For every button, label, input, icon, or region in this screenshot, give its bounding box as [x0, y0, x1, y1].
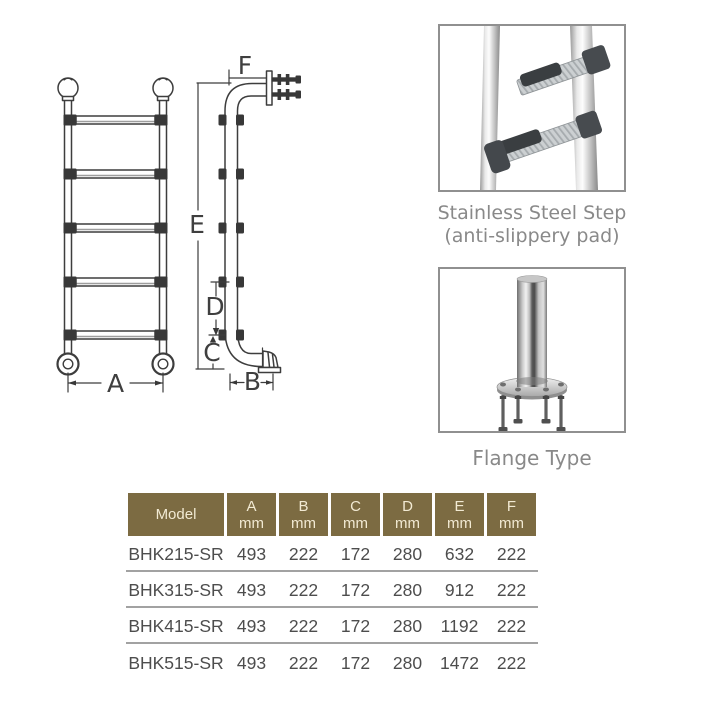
- dim-label-a: A: [106, 369, 125, 398]
- dim-label-b: B: [243, 367, 262, 396]
- value-e: 912: [444, 580, 475, 600]
- header-unit: mm: [291, 514, 316, 532]
- header-col-d: [383, 493, 432, 536]
- table-row: [126, 608, 538, 644]
- value-c: 172: [340, 653, 371, 673]
- header-unit: mm: [447, 514, 472, 532]
- value-b: 222: [288, 580, 319, 600]
- dim-label-e: E: [189, 210, 205, 239]
- ladder-technical-drawing: [30, 50, 320, 400]
- header-letter: E: [454, 497, 465, 515]
- wall-mount-studs: [267, 71, 302, 105]
- table-header-row: [128, 493, 538, 536]
- header-letter: B: [298, 497, 309, 515]
- flange-photo: [440, 269, 624, 431]
- header-col-f: [487, 493, 536, 536]
- step-caption: [420, 202, 644, 248]
- value-d: 280: [392, 580, 423, 600]
- value-f: 222: [496, 544, 527, 564]
- value-a: 493: [236, 616, 267, 636]
- model-name: BHK415-SR: [128, 616, 224, 636]
- value-f: 222: [496, 653, 527, 673]
- header-letter: D: [402, 497, 413, 515]
- spec-table: [126, 493, 538, 680]
- step-caption-line2: (anti-slippery pad): [444, 225, 620, 247]
- dimension-c: [203, 336, 220, 369]
- value-b: 222: [288, 653, 319, 673]
- table-row: [126, 536, 538, 572]
- value-c: 172: [340, 544, 371, 564]
- value-e: 1472: [440, 653, 479, 673]
- step-caption-line1: Stainless Steel Step: [437, 202, 627, 224]
- header-model-label: Model: [155, 506, 197, 523]
- value-f: 222: [496, 616, 527, 636]
- model-name: BHK215-SR: [128, 544, 224, 564]
- flange-photo-box: [438, 267, 626, 433]
- front-rungs: [64, 115, 168, 341]
- value-a: 493: [236, 544, 267, 564]
- header-col-b: [279, 493, 328, 536]
- value-e: 632: [444, 544, 475, 564]
- value-d: 280: [392, 653, 423, 673]
- value-b: 222: [288, 616, 319, 636]
- header-model: [128, 493, 224, 536]
- header-unit: mm: [499, 514, 524, 532]
- model-name: BHK315-SR: [128, 580, 224, 600]
- dim-label-f: F: [237, 51, 253, 80]
- dimension-a: [68, 369, 163, 398]
- ladder-front-view: [58, 78, 174, 398]
- model-name: BHK515-SR: [128, 653, 224, 673]
- value-c: 172: [340, 616, 371, 636]
- value-a: 493: [236, 580, 267, 600]
- flange-caption-text: Flange Type: [472, 446, 592, 470]
- value-f: 222: [496, 580, 527, 600]
- step-photo: [440, 26, 624, 190]
- flange-tube: [517, 279, 547, 387]
- dim-label-d: D: [205, 292, 225, 321]
- table-row: [126, 572, 538, 608]
- value-a: 493: [236, 653, 267, 673]
- value-b: 222: [288, 544, 319, 564]
- header-letter: A: [246, 497, 257, 515]
- header-col-a: [227, 493, 276, 536]
- value-c: 172: [340, 580, 371, 600]
- header-letter: C: [350, 497, 361, 515]
- dim-label-c: C: [203, 338, 221, 367]
- header-col-c: [331, 493, 380, 536]
- value-e: 1192: [440, 616, 479, 636]
- header-unit: mm: [239, 514, 264, 532]
- dimension-f: [229, 51, 266, 85]
- header-unit: mm: [343, 514, 368, 532]
- flange-caption: [432, 446, 632, 470]
- header-unit: mm: [395, 514, 420, 532]
- header-col-e: [435, 493, 484, 536]
- value-d: 280: [392, 544, 423, 564]
- side-flange-foot: [259, 348, 281, 373]
- ladder-side-view: [189, 51, 301, 396]
- step-photo-box: [438, 24, 626, 192]
- header-letter: F: [506, 497, 517, 515]
- value-d: 280: [392, 616, 423, 636]
- table-row: [126, 644, 538, 680]
